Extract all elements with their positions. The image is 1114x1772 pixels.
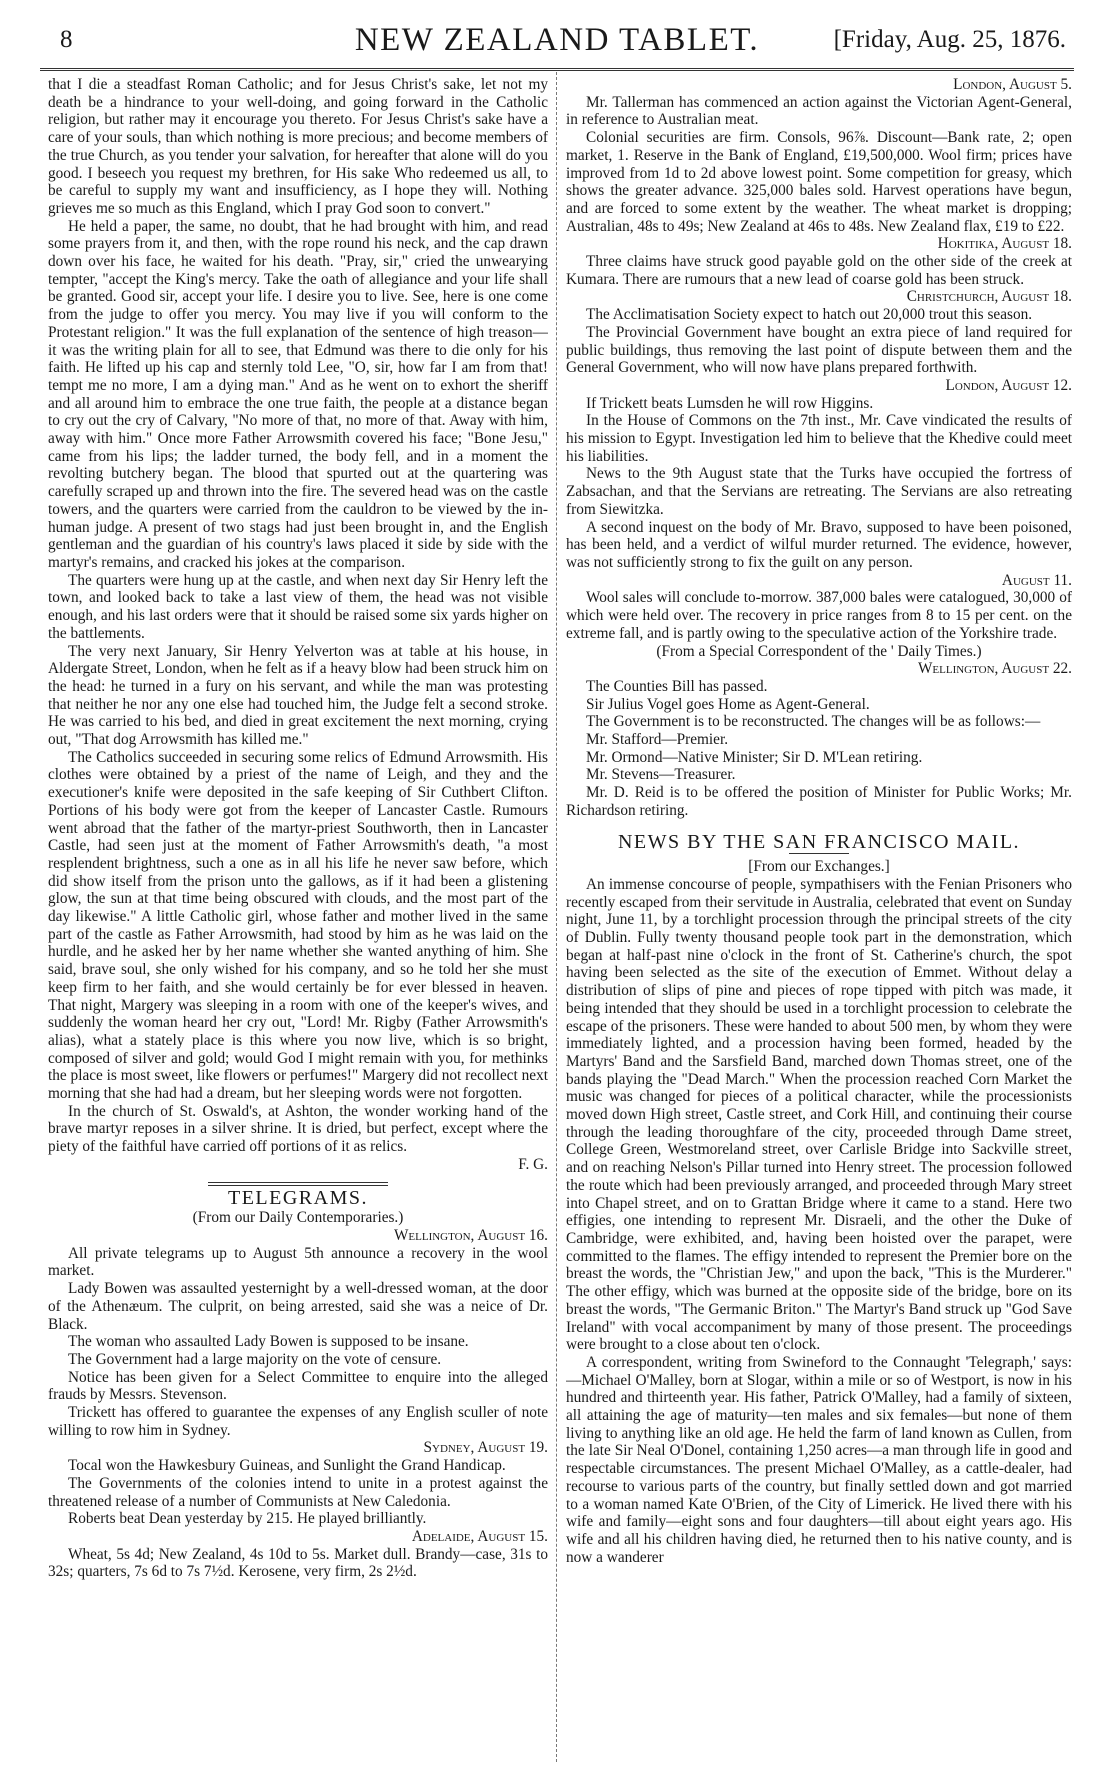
telegram-item: The Government is to be reconstructed. The changes will be as follows:—	[586, 713, 1041, 731]
dateline: Adelaide, August 15.	[411, 1527, 548, 1545]
telegram-item: Wheat, 5s 4d; New Zealand, 4s 10d to 5s. Market dull. Brandy—case, 31s to 32s; quarters, 7s 6d to 7s 7½d. Kerosene, very firm, 2s 2½d.	[48, 1545, 548, 1581]
dateline: London, August 12.	[945, 376, 1072, 394]
ministry-item: Mr. Ormond—Native Minister; Sir D. M'Lean retiring.	[586, 748, 923, 766]
telegrams-source: (From our Daily Contemporaries.)	[192, 1209, 404, 1227]
special-correspondent-source: (From a Special Correspondent of the ' Daily Times.)	[656, 642, 982, 660]
dateline: Wellington, August 22.	[917, 660, 1072, 678]
section-rule	[789, 853, 849, 854]
telegram-item: Mr. Tallerman has commenced an action against the Victorian Agent-General, in reference to Australian meat.	[566, 93, 1072, 129]
telegram-item: Roberts beat Dean yesterday by 215. He played brilliantly.	[68, 1510, 427, 1528]
left-column	[48, 76, 548, 1756]
article-paragraph: The Catholics succeeded in securing some relics of Edmund Arrowsmith. His clothes were obtained by a priest of the name of Leigh, and they and the executioner's knife were deposited in the safe keeping of Sir Cuthbert Clifton. Portions of his body were got from the keeper of Lancaster Castle. Rumours went abroad that the father of the martyr-priest Southworth, then in Lancaster Castle, had seen just at the moment of Father Arrowsmith's death, "a most resplendent brightness, such a one as in all his life he never saw before, which did show itself from the prison unto the gallows, as if it had been a glistening glow, the sun at that time being obscured with clouds, and the most part of the day likewise." A little Catholic girl, whose father and mother lived in the same part of the castle as Father Arrowsmith, had stood by him as he was laid on the hurdle, and he asked her by her name whether she wanted anything of him. She said, brave soul, she only wished for his company, and so he told her she must keep firm to her faith, and she would certainly be for ever blessed in heaven. That night, Margery was sleeping in a room with one of the keeper's wives, and suddenly the woman heard her cry out, "Lord! Mr. Rigby (Father Arrowsmith's alias), what a stately place is this where you now live, which is so bright, composed of silver and gold; would God I might remain with you, for methinks the place is most sweet, like flowers or perfumes!" Margery did not recollect next morning that she had had a dream, but her sleeping words were not forgotten.	[48, 748, 548, 1103]
article-paragraph: that I die a steadfast Roman Catholic; and for Jesus Christ's sake, let not my death be a hindrance to your well-doing, and going forward in the Catholic religion, but rather may it encourage you thereto. For Jesus Christ's sake have a care of your souls, than which nothing is more precious; and become members of the true Church, as you tender your salvation, for hereafter that alone will do you good. I beseech you request my brethren, for His sake Who redeemed us all, to be careful to supply my want and insufficiency, as I hope they will. Nothing grieves me so much as this England, which I pray God soon to convert."	[48, 76, 548, 217]
ministry-item: Mr. D. Reid is to be offered the position of Minister for Public Works; Mr. Richardson retiring.	[566, 784, 1072, 819]
dateline: Sydney, August 19.	[423, 1439, 548, 1457]
telegram-item: Sir Julius Vogel goes Home as Agent-General.	[586, 695, 870, 713]
telegram-item: The Governments of the colonies intend to unite in a protest against the threatened release of a number of Communists at New Caledonia.	[48, 1474, 548, 1510]
telegram-item: Colonial securities are firm. Consols, 96⅞. Discount—Bank rate, 2; open market, 1. Reserve in the Bank of England, £19,500,000. Wool firm; prices have improved from 1d to 2d above lowest point. Some competition for greasy, which shows the greater advance. 325,000 bales sold. Harvest operations have begun, and are forced to some extent by the weather. The wheat market is dropping; Australian, 48s to 49s; New Zealand at 46s to 48s. New Zealand flax, £19 to £22.	[566, 129, 1072, 235]
telegram-item: The Counties Bill has passed.	[586, 677, 768, 695]
telegram-item: Wool sales will conclude to-morrow. 387,000 bales were catalogued, 30,000 of which were held over. The recovery in price ranges from 8 to 15 per cent. on the extreme fall, and is partly owing to the speculative action of the Yorkshire trade.	[566, 589, 1072, 642]
telegram-item: A second inquest on the body of Mr. Bravo, supposed to have been poisoned, has been held, and a verdict of wilful murder returned. The evidence, however, was not sufficiently strong to fix the guilt on any person.	[566, 518, 1072, 571]
article-paragraph: The very next January, Sir Henry Yelverton was at table at his house, in Aldergate Street, London, when he felt as if a heavy blow had been struck him on the head: he turned in a fury on his servant, and while the man was protesting that neither he nor any one else had touched him, the Judge felt a second stroke. He was carried to his bed, and died in great excitement the next morning, crying out, "That dog Arrowsmith has killed me."	[48, 642, 548, 749]
ministry-item: Mr. Stafford—Premier.	[586, 731, 729, 749]
masthead-rule	[40, 68, 1074, 71]
ministry-item: Mr. Stevens—Treasurer.	[586, 766, 736, 784]
telegram-item: Tocal won the Hawkesbury Guineas, and Sunlight the Grand Handicap.	[68, 1457, 506, 1475]
dateline: Christchurch, August 18.	[906, 288, 1072, 306]
article-closing-paragraph	[48, 1103, 548, 1156]
article-paragraph: In the church of St. Oswald's, at Ashton, the wonder working hand of the brave martyr reposes in a silver shrine. It is dried, but perfect, except where the piety of the faithful have carried off portions of it as relics.	[48, 1102, 548, 1156]
dateline: London, August 5.	[953, 76, 1072, 93]
telegram-item: Notice has been given for a Select Committee to enquire into the alleged frauds by Messrs. Stevenson.	[48, 1368, 548, 1404]
telegram-item: The Acclimatisation Society expect to hatch out 20,000 trout this season.	[586, 306, 1033, 324]
telegram-item: The Government had a large majority on the vote of censure.	[68, 1350, 442, 1368]
article-paragraph: An immense concourse of people, sympathisers with the Fenian Prisoners who recently escaped from their servitude in Australia, celebrated that event on Sunday night, June 11, by a torchlight procession through the principal streets of the city of Dublin. Fully twenty thousand people took part in the demonstration, which began at half-past nine o'clock in the front of St. Catherine's church, the spot having been selected as the site of the execution of Emmet. Without delay a distribution of slips of pine and pieces of rope tipped with pitch was made, it being intended that they should be used in a torchlight procession to celebrate the escape of the prisoners. These were handed to about 500 men, by whom they were immediately lighted, and a procession having been formed, headed by the Martyrs' Band and the Sarsfield Band, marched down Thomas street, one of the bands playing the "Dead March." When the procession reached Corn Market the music was changed for pieces of a political character, while the processionists moved down High street, Castle street, and Cork Hill, and continuing their course through the leading thoroughfare of the city, proceeded through Dame street, College Green, Westmoreland street, over Carlisle Bridge into Sackville street, and on reaching Nelson's Pillar turned into Henry street. The procession followed the route which had been previously arranged, and proceeded through Mary street into Chapel street, and on to Grattan Bridge where it came to a stand. Here two effigies, one intending to represent Mr. Disraeli, and the other the Duke of Cambridge, were exhibited, and, having been hoisted over the parapet, were committed to the flames. The effigy intended to represent the Premier bore on the breast the words, the "Christian Jew," and upon the back, "This is the Murderer." The other effigy, which was burned at the opposite side of the bridge, bore on its breast the words, "The Germanic Briton." The Martyr's Band struck up "God Save Ireland" with vocal accompaniment by many of those present. The proceedings were brought to a close about ten o'clock.	[566, 875, 1072, 1354]
telegram-item: The Provincial Government have bought an extra piece of land required for public buildings, thus removing the last point of dispute between them and the General Government, who will now have plans prepared forthwith.	[566, 323, 1072, 377]
telegram-item: Three claims have struck good payable gold on the other side of the creek at Kumara. There are rumours that a new lead of coarse gold has been struck.	[566, 253, 1072, 288]
telegram-item: Lady Bowen was assaulted yesternight by a well-dressed woman, at the door of the Athenæum. The culprit, on being arrested, said she was a neice of Dr. Black.	[48, 1280, 548, 1333]
masthead	[40, 22, 1074, 66]
column-divider	[556, 72, 557, 1762]
telegram-item: Trickett has offered to guarantee the expenses of any English sculler of note willing to row him in Sydney.	[48, 1404, 548, 1439]
section-rule	[208, 1182, 388, 1186]
news-source: [From our Exchanges.]	[748, 858, 890, 876]
dateline: August 11.	[1001, 571, 1072, 589]
article-signature: F. G.	[518, 1155, 548, 1173]
article-paragraph: He held a paper, the same, no doubt, that he had brought with him, and read some prayers from it, and then, with the rope round his neck, and the cap drawn down over his face, he waited for his death. "Pray, sir," cried the unwearying tempter, "accept the King's mercy. Take the oath of allegiance and your life shall be granted. Good sir, accept your life. I desire you to live. See, here is one come from the judge to offer you mercy. You may live if you will conform to the Protestant religion." It was the full explanation of the sentence of high treason—it was the writing plain for all to see, that Edmund was there to die only for his faith. He lifted up his cap and sternly told Lee, "O, sir, how far I am from that! tempt me no more, I am a dying man." And as he went on to exhort the sheriff and all around him to embrace the one true faith, the people at a distance began to cry out the cry of Calvary, "No more of that, no more of that. Away with him, away with him." Once more Father Arrowsmith covered his face; "Bone Jesu," came from his lips; the ladder turned, the body fell, and in a moment the revolting butchery began. The blood that spurted out at the quartering was carefully scraped up and thrown into the fire. The severed head was on the castle towers, and the quarters were carried from the cauldron to be viewed by the in-human judge. A present of two stags had just been brought in, and the English gentleman and the guardian of his country's laws placed it side by side with the martyr's remains, and cracked his jokes at the comparison.	[48, 217, 548, 571]
telegrams-heading: TELEGRAMS.	[228, 1186, 368, 1209]
right-column	[566, 76, 1072, 1756]
news-heading: NEWS BY THE SAN FRANCISCO MAIL.	[617, 830, 1021, 853]
article-paragraph: The quarters were hung up at the castle, and when next day Sir Henry left the town, and looked back to take a last view of them, the head was not visible enough, and his last orders were that it should be raised some six yards higher on the battlements.	[48, 571, 548, 642]
telegram-item: News to the 9th August state that the Turks have occupied the fortress of Zabsachan, and that the Servians are retreating. The Servians are also retreating from Siewitzka.	[566, 465, 1072, 518]
article-paragraph: A correspondent, writing from Swineford to the Connaught 'Telegraph,' says:—Michael O'Malley, born at Slogar, within a mile or so of Westport, is now in his hundred and thirteenth year. His father, Patrick O'Malley, had a family of sixteen, all attaining the age of maturity—ten males and six females—but none of them living to anything like an old age. He held the farm of land known as Cullen, from the late Sir Neal O'Donel, containing 1,250 acres—a man through life in good and respectable circumstances. The present Michael O'Malley, as a cattle-dealer, had recourse to various parts of the country, but finally settled down and got married to a woman named Kate O'Brien, of the City of Limerick. He lived there with his wife and family—eight sons and four daughters—till about eight years ago. His wife and all his children having died, he returned then to his native county, and is now a wanderer	[566, 1353, 1072, 1566]
issue-date: [Friday, Aug. 25, 1876.	[833, 26, 1066, 53]
telegram-item: In the House of Commons on the 7th inst., Mr. Cave vindicated the results of his mission to Egypt. Investigation led him to believe that the Khedive could meet his liabilities.	[566, 412, 1072, 465]
telegram-item: All private telegrams up to August 5th announce a recovery in the wool market.	[48, 1244, 548, 1280]
page-number: 8	[60, 26, 73, 53]
newspaper-title: NEW ZEALAND TABLET.	[354, 22, 760, 58]
dateline: Wellington, August 16.	[393, 1227, 548, 1244]
dateline: Hokitika, August 18.	[937, 235, 1072, 253]
telegram-item: If Trickett beats Lumsden he will row Higgins.	[586, 394, 874, 412]
telegram-item: The woman who assaulted Lady Bowen is supposed to be insane.	[68, 1333, 469, 1351]
